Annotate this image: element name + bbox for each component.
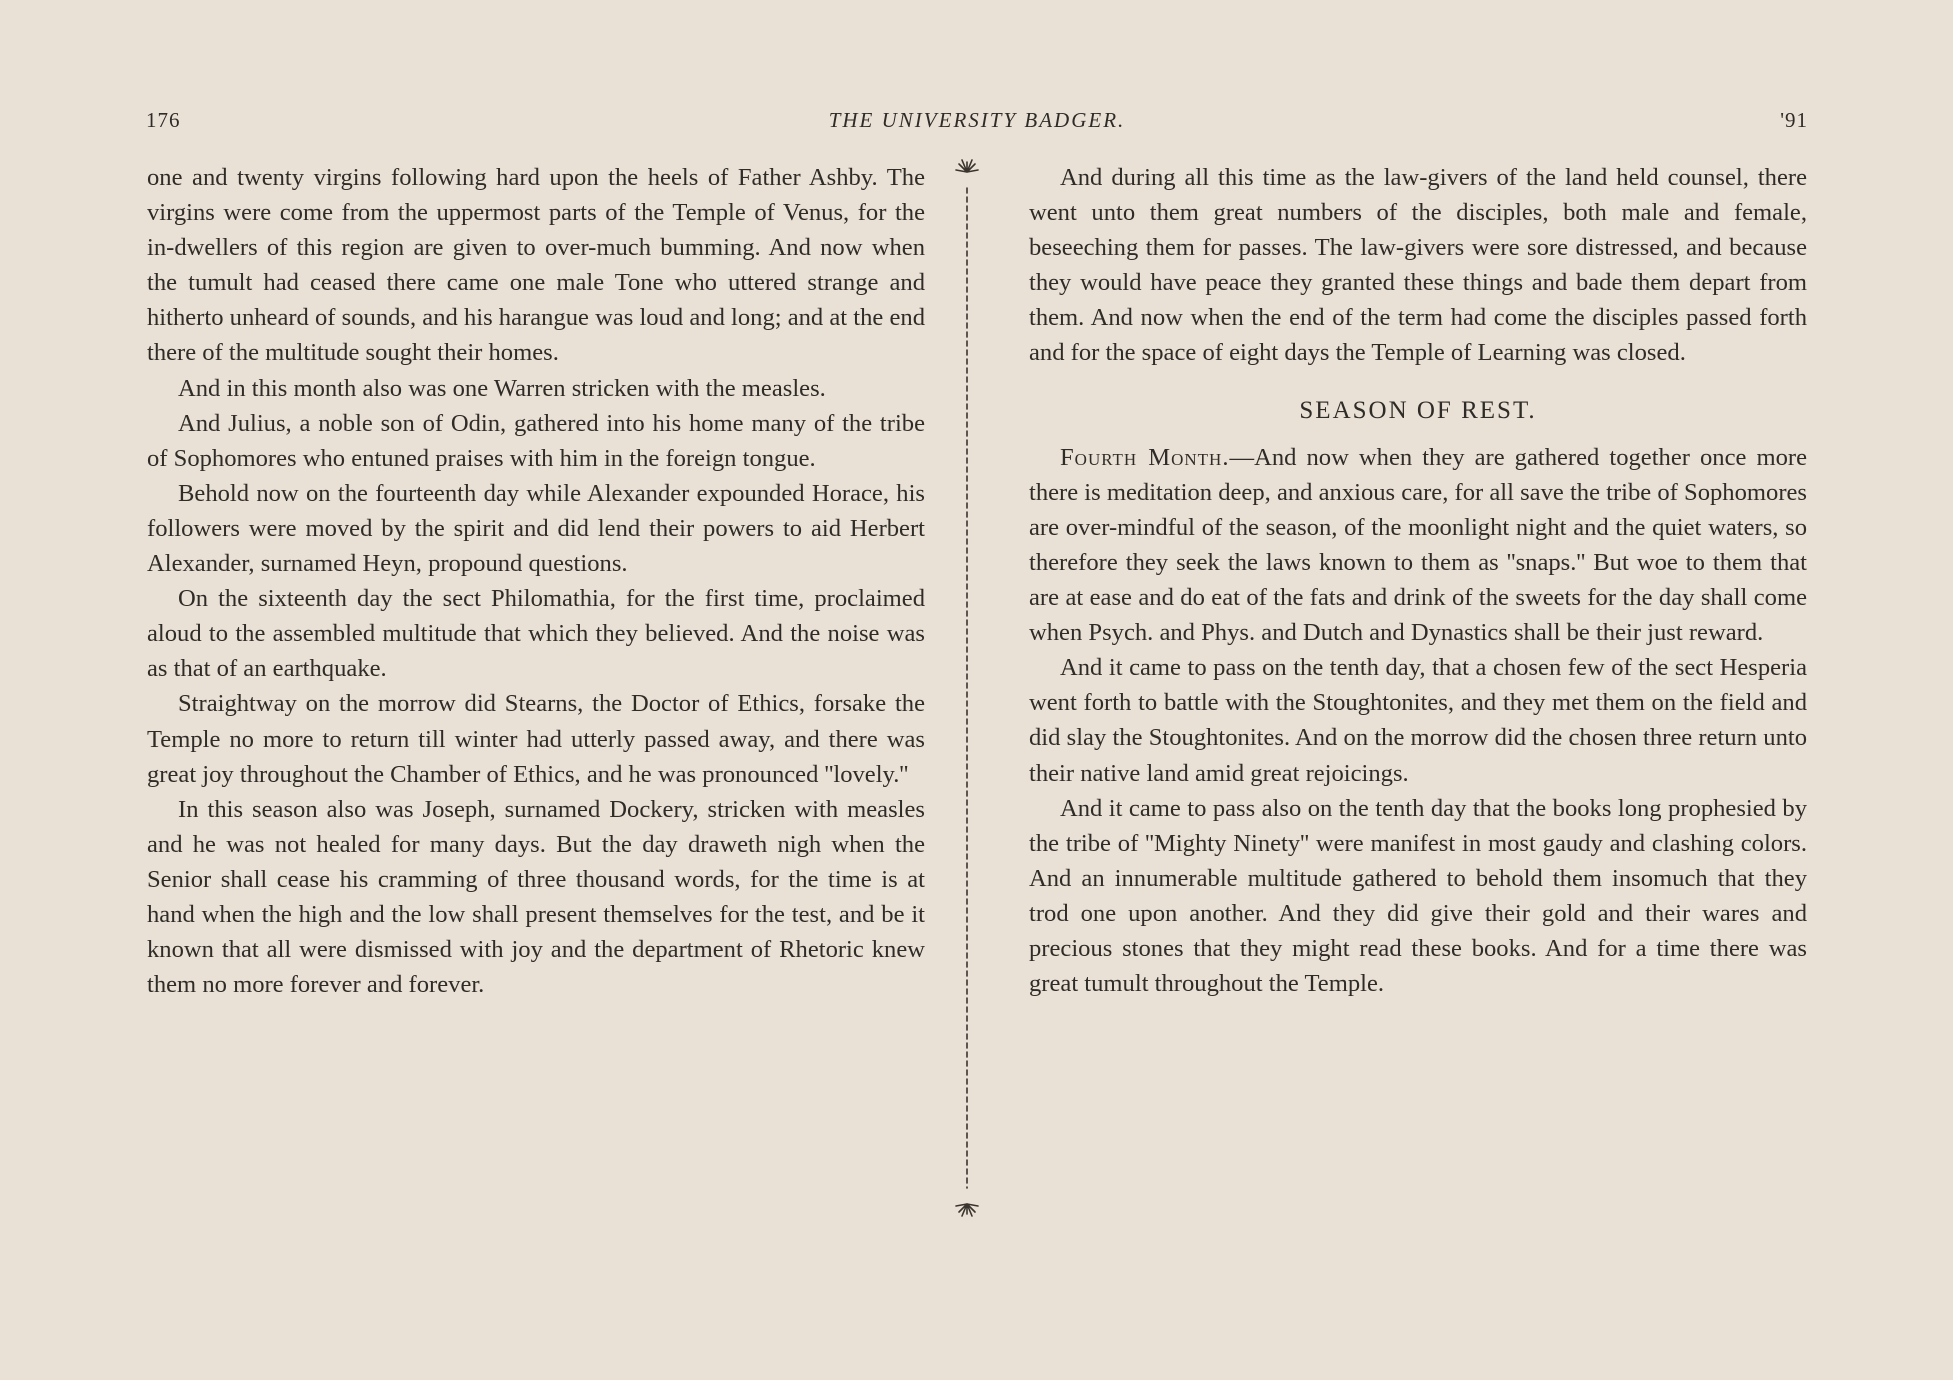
year-mark: '91	[1780, 108, 1808, 132]
paragraph	[1029, 440, 1807, 651]
paragraph: And it came to pass on the tenth day, that a chosen few of the sect Hesperia went forth to battle with the Stoughtonites, and they met them on the field and did slay the Stoughtonites. And on the morrow did the chosen three return unto their native land amid great rejoicings.	[1029, 654, 1807, 787]
month-label: Fourth Month.	[1060, 443, 1230, 471]
running-head	[146, 108, 1808, 140]
running-title: THE UNIVERSITY BADGER.	[828, 108, 1126, 132]
paragraph: And in this month also was one Warren stricken with the measles.	[178, 374, 826, 402]
paragraph: one and twenty virgins following hard upon the heels of Father Ashby. The virgins were come from the uppermost parts of the Temple of Venus, for the in-dwellers of this region are given to over-much bumming. And now when the tumult had ceased there came one male Tone who uttered strange and hitherto unheard of sounds, and his harangue was loud and long; and at the end there of the multitude sought their homes.	[147, 164, 925, 367]
paragraph: Straightway on the morrow did Stearns, the Doctor of Ethics, forsake the Temple no more to return till winter had utterly passed away, and there was great joy throughout the Chamber of Ethics, and he was pronounced ''lovely.''	[147, 690, 925, 788]
paragraph: In this season also was Joseph, surnamed Dockery, stricken with measles and he was not healed for many days. But the day draweth nigh when the Senior shall cease his cramming of three thousand words, for the time is at hand when the high and the low shall present themselves for the test, and be it known that all were dismissed with joy and the department of Rhetoric knew them no more forever and forever.	[147, 795, 925, 999]
left-column	[147, 160, 925, 1002]
page-number: 176	[146, 108, 181, 132]
paragraph: And it came to pass also on the tenth day that the books long prophesied by the tribe of ''Mighty Ninety'' were manifest in most gaudy and clashing colors. And an innumerable multitude gathered to behold them insomuch that they trod one upon another. And they did give their gold and their wares and precious stones that they might read these books. And for a time there was great tumult throughout the Temple.	[1029, 794, 1807, 998]
column-divider-ornament	[952, 158, 982, 1218]
month-paragraph-text: —And now when they are gathered together once more there is meditation deep, and anxious care, for all save the tribe of Sophomores are over-mindful of the season, of the moonlight night and the quiet waters, so therefore they seek the laws known to them as ''snaps.'' But woe to them that are at ease and do eat of the fats and drink of the sweets for the day shall come when Psych. and Phys. and Dutch and Dynastics shall be their just reward.	[1029, 443, 1808, 647]
right-column	[1029, 160, 1807, 1001]
paragraph: On the sixteenth day the sect Philomathia, for the first time, proclaimed aloud to the assembled multitude that which they believed. And the noise was as that of an earthquake.	[147, 585, 925, 683]
section-heading: SEASON OF REST.	[1299, 396, 1537, 424]
paragraph: Behold now on the fourteenth day while Alexander expounded Horace, his followers were moved by the spirit and did lend their powers to aid Herbert Alexander, surnamed Heyn, propound questions.	[147, 479, 925, 578]
paragraph: And Julius, a noble son of Odin, gathered into his home many of the tribe of Sophomores who entuned praises with him in the foreign tongue.	[147, 409, 925, 472]
paragraph: And during all this time as the law-givers of the land held counsel, there went unto them great numbers of the disciples, both male and female, beseeching them for passes. The law-givers were sore distressed, and because they would have peace they granted these things and bade them depart from them. And now when the end of the term had come the disciples passed forth and for the space of eight days the Temple of Learning was closed.	[1029, 164, 1807, 367]
